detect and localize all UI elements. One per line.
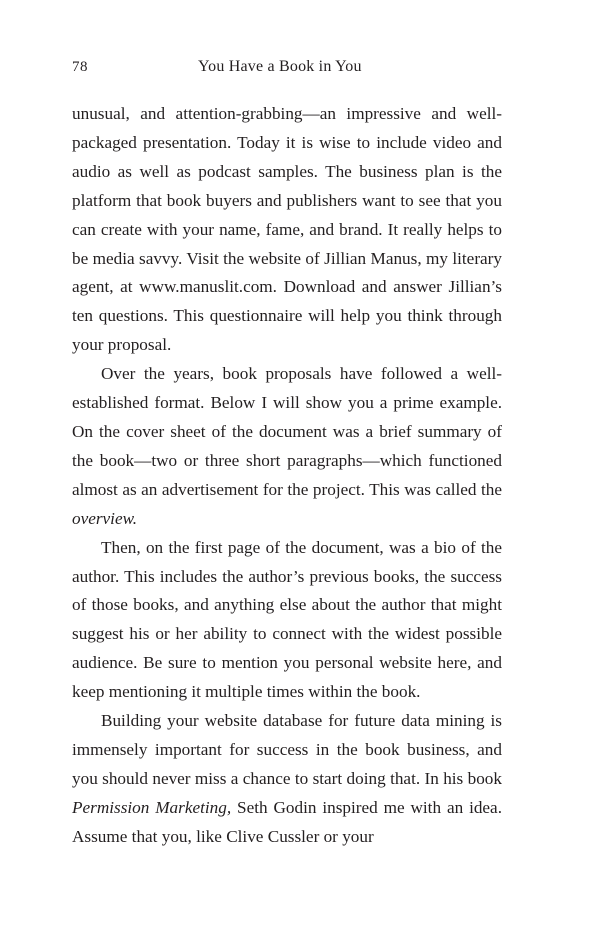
body-text [72,100,502,852]
running-head [72,56,502,78]
italic-term-overview: overview. [72,508,138,528]
italic-book-title: Permission Marketing, [72,797,232,817]
paragraph-text: Building your website database for future data mining is immensely important for success in the book business, and you should never miss a chance to start doing that. In his book [72,711,502,788]
paragraph-proposal-format [72,360,502,533]
paragraph-text: Over the years, book proposals have followed a well-established format. Below I will show you a prime example. On the cover sheet of the document was a brief summary of the book—two or three short paragraphs—which functioned almost as an advertisement for the project. This was called the [72,364,502,499]
page-number: 78 [72,59,88,75]
paragraph-website-database [72,707,502,852]
paragraph-author-bio: Then, on the first page of the document, was a bio of the author. This includes the author’s previous books, the success of those books, and anything else about the author that might suggest his or her ability to connect with the widest possible audience. Be sure to mention you personal website here, and keep mentioning it multiple times within the book. [72,537,502,702]
book-title: You Have a Book in You [198,58,362,75]
paragraph-continued: unusual, and attention-grabbing—an impressive and well-packaged presentation. Today it is wise to include video and audio as well as podcast samples. The business plan is the platform that book buyers and publishers want to see that you can create with your name, fame, and brand. It really helps to be media savvy. Visit the website of Jillian Manus, my literary agent, at www.manuslit.com. Download and answer Jillian’s ten questions. This questionnaire will help you think through your proposal. [72,104,502,355]
paragraph-text: Seth Godin inspired me with an idea. Assume that you, like Clive Cussler or your [72,797,502,846]
